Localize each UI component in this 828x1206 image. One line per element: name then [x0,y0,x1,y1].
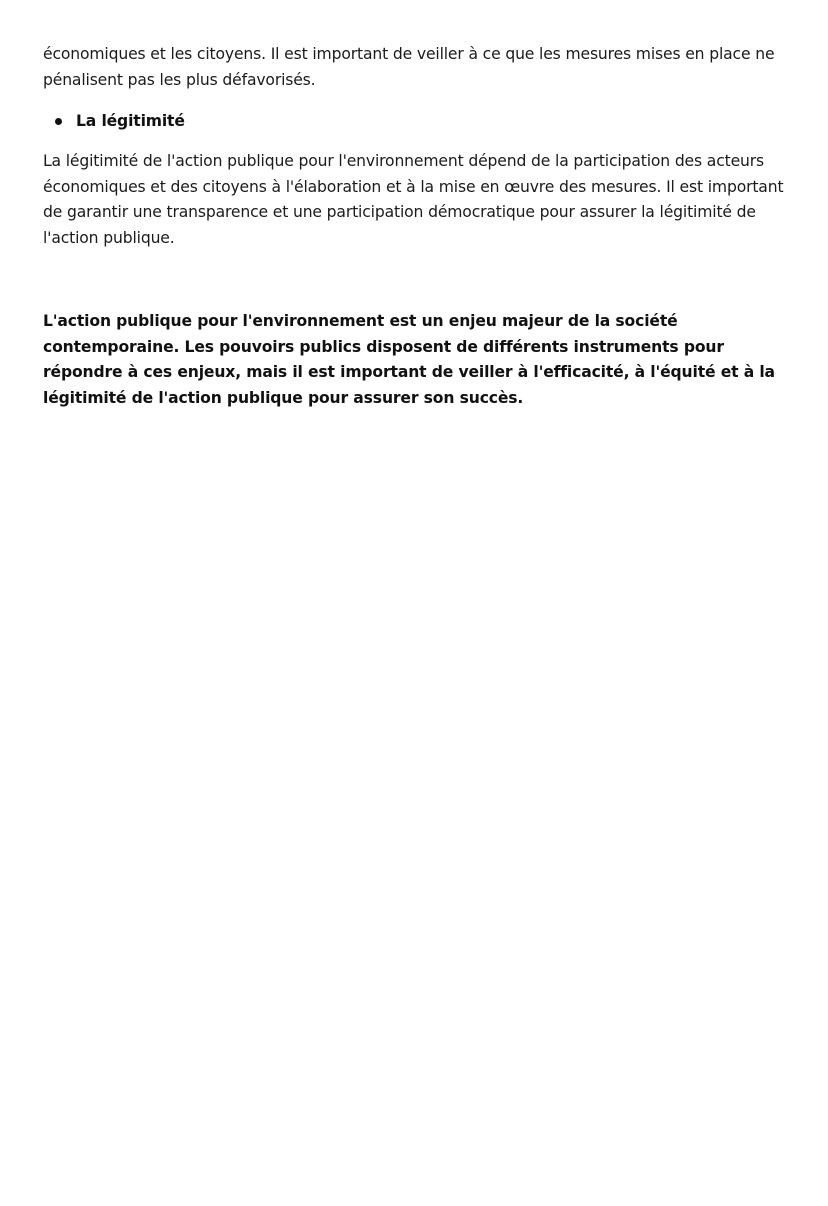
bullet-dot-icon [55,118,62,125]
conclusion-paragraph: L'action publique pour l'environnement est un enjeu majeur de la société contemporaine. Les pouvoirs publics disposent de différents instruments pour répondre à ces enjeux, mais il est important de veiller à l'efficacité, à l'équité et à la légitimité de l'action publique pour assurer son succès. [43,312,775,407]
intro-continuation-paragraph: économiques et les citoyens. Il est important de veiller à ce que les mesures mises en place ne pénalisent pas les plus défavorisés. [43,45,775,89]
legitimacy-paragraph: La légitimité de l'action publique pour l'environnement dépend de la participation des acteurs économiques et des citoyens à l'élaboration et à la mise en œuvre des mesures. Il est important de garantir une transparence et une participation démocratique pour assurer la légitimité de l'action publique. [43,152,784,247]
bullet-label: La légitimité [76,112,185,130]
bullet-item-legitimacy [55,108,788,134]
